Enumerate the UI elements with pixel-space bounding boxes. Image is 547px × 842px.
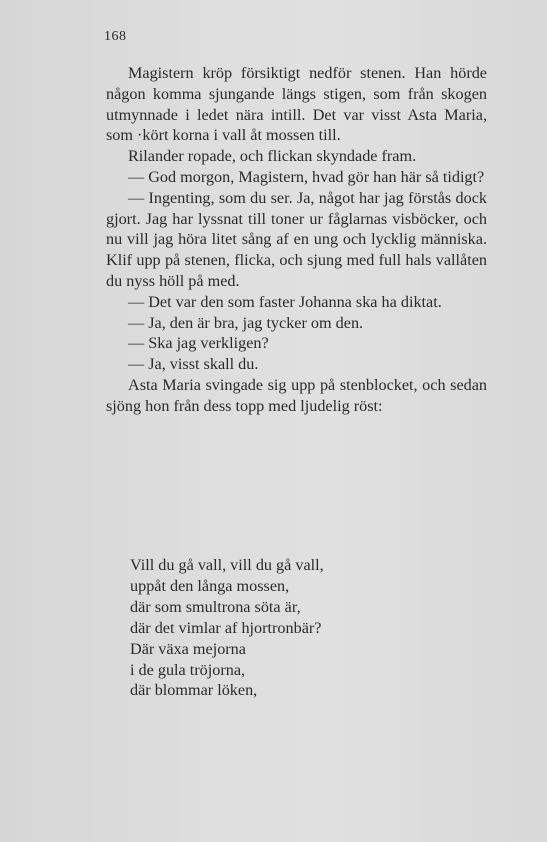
poem-line: Vill du gå vall, vill du gå vall, [130, 556, 324, 574]
paragraph: — Ingenting, som du ser. Ja, något har jag förstås dock gjort. Jag har lyssnat till toner ur fåglarnas visböcker, och nu vill jag höra litet sång af en ung och lycklig människa. Klif upp på stenen, flicka, och sjung med full hals vallåten du nyss höll på med. [106, 188, 487, 290]
paragraph: — Ska jag verkligen? [128, 334, 269, 353]
paragraph: — God morgon, Magistern, hvad gör han här så tidigt? [128, 167, 485, 186]
poem-line: där som smultrona söta är, [130, 597, 301, 616]
page-number: 168 [104, 29, 127, 44]
paragraph: Asta Maria svingade sig upp på stenblocket, och sedan sjöng hon från dess topp med ljudelig röst: [106, 375, 487, 415]
paragraph: Magistern kröp försiktigt nedför stenen. Han hörde någon komma sjungande längs stigen, som från skogen utmynnade i ledet nära intill. Det var visst Asta Maria, som ·kört korna i vall åt mossen till. [106, 64, 487, 145]
paragraph: — Ja, visst skall du. [128, 355, 259, 374]
prose-body [106, 63, 487, 417]
paragraph: — Ja, den är bra, jag tycker om den. [128, 313, 364, 332]
poem-verse [130, 555, 460, 701]
poem-line: i de gula tröjorna, [130, 660, 246, 679]
paragraph: — Det var den som faster Johanna ska ha diktat. [128, 292, 442, 311]
paragraph: Rilander ropade, och flickan skyndade fram. [128, 147, 417, 166]
poem-line: där det vimlar af hjortronbär? [130, 618, 322, 637]
poem-line: uppåt den långa mossen, [130, 576, 290, 595]
poem-line: Där växa mejorna [130, 639, 246, 658]
poem-line: där blommar löken, [130, 681, 258, 700]
